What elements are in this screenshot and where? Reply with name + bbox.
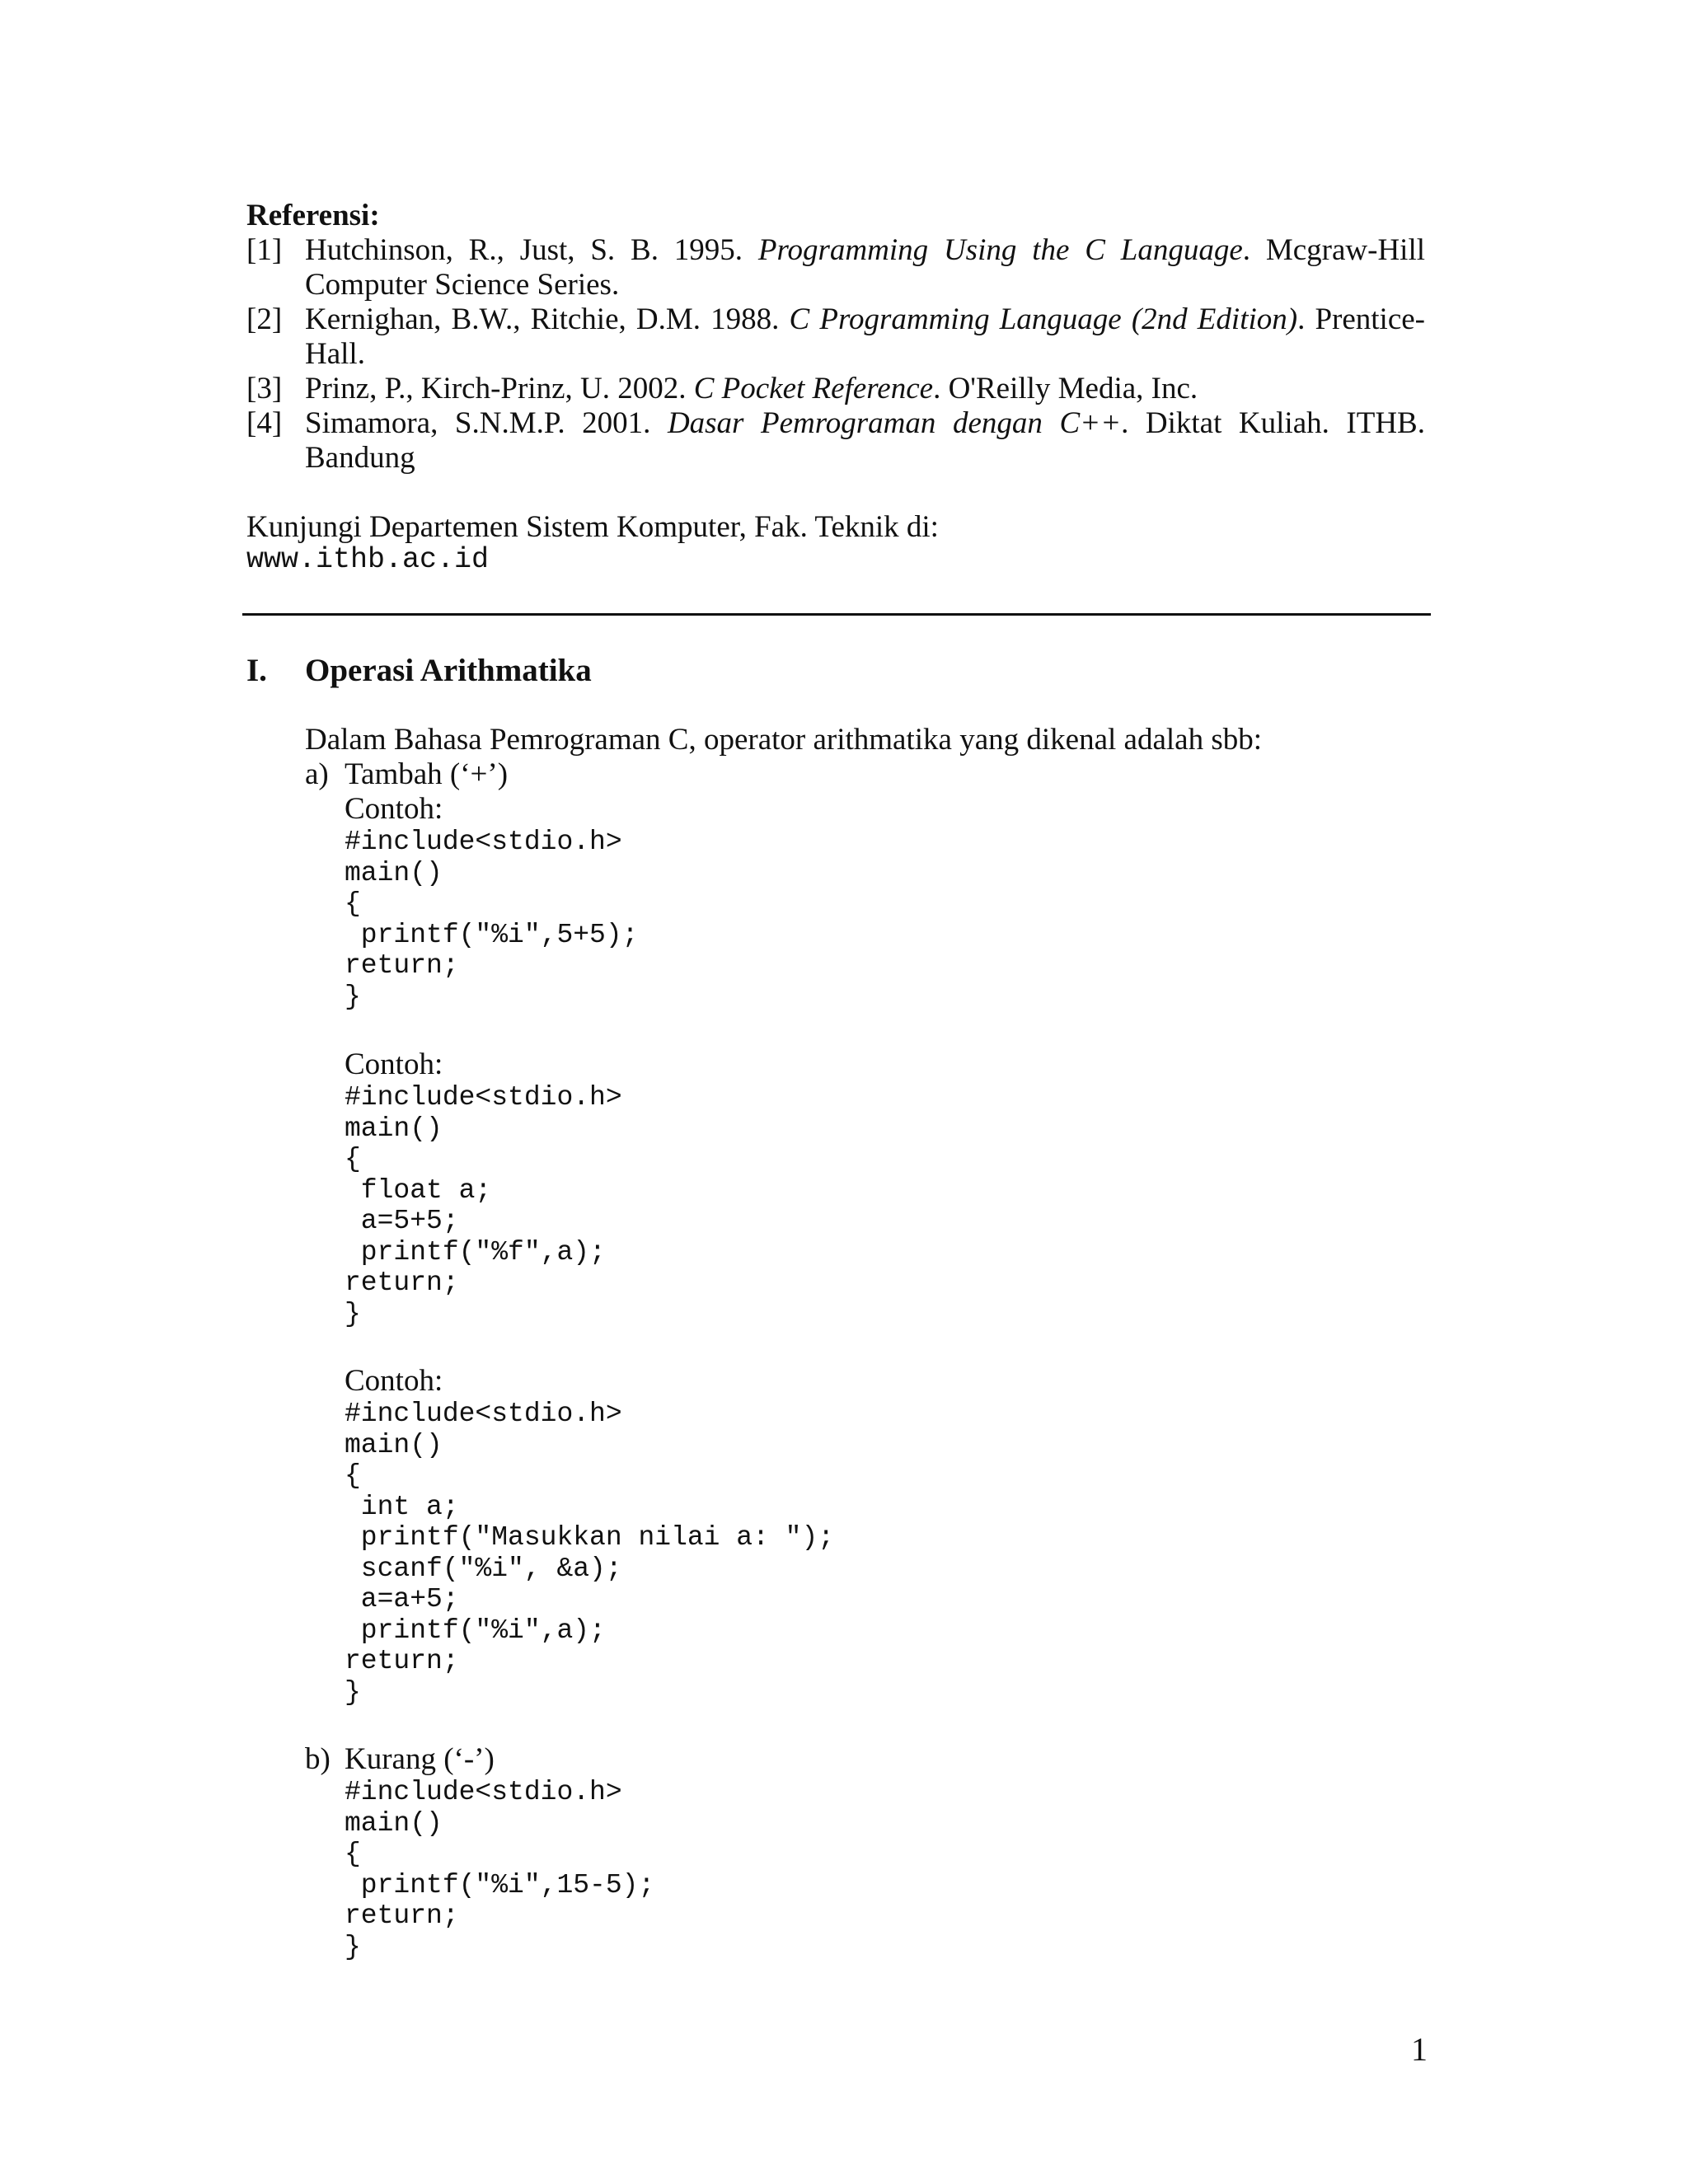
reference-text: Hutchinson, R., Just, S. B. 1995. Programming Using the C Language. Mcgraw-Hill Computer Science Series.	[305, 233, 1425, 302]
page-number: 1	[1411, 2031, 1428, 2068]
code-block: #include<stdio.h> main() { float a; a=5+5; printf("%f",a); return; }	[345, 1082, 622, 1329]
list-marker-b: b)	[305, 1742, 331, 1776]
section-title: Operasi Arithmatika	[305, 653, 592, 688]
reference-number: [4]	[246, 406, 283, 440]
example-label: Contoh:	[345, 1047, 443, 1081]
reference-title: Dasar Pemrograman dengan C++	[667, 406, 1122, 440]
reference-item	[246, 372, 1425, 406]
reference-title: Programming Using the C Language	[757, 233, 1243, 267]
code-block: #include<stdio.h> main() { int a; printf("Masukkan nilai a: "); scanf("%i", &a); a=a+5; printf("%i",a); return; }	[345, 1399, 835, 1708]
reference-text: Kernighan, B.W., Ritchie, D.M. 1988. C Programming Language (2nd Edition). Prentice-Hall.	[305, 302, 1426, 371]
reference-item	[246, 406, 1425, 476]
section-number: I.	[246, 653, 267, 688]
reference-text: Simamora, S.N.M.P. 2001. Dasar Pemrograman dengan C++. Diktat Kuliah. ITHB. Bandung	[305, 406, 1425, 475]
reference-number: [2]	[246, 302, 283, 336]
references-heading: Referensi:	[246, 199, 380, 232]
reference-number: [3]	[246, 372, 283, 405]
section-intro: Dalam Bahasa Pemrograman C, operator arithmatika yang dikenal adalah sbb:	[305, 723, 1263, 757]
horizontal-divider	[242, 613, 1431, 616]
list-item-tambah: Tambah (‘+’)	[345, 757, 509, 791]
reference-item	[246, 233, 1425, 302]
list-marker-a: a)	[305, 757, 329, 791]
reference-title: C Pocket Reference	[693, 372, 934, 405]
reference-item	[246, 302, 1425, 372]
code-block: #include<stdio.h> main() { printf("%i",15-5); return; }	[345, 1777, 655, 1962]
visit-text: Kunjungi Departemen Sistem Komputer, Fak. Teknik di:	[246, 510, 939, 544]
reference-title: C Programming Language (2nd Edition)	[789, 302, 1298, 336]
example-label: Contoh:	[345, 1364, 443, 1398]
reference-number: [1]	[246, 233, 283, 267]
reference-text: Prinz, P., Kirch-Prinz, U. 2002. C Pocket Reference. O'Reilly Media, Inc.	[305, 372, 1198, 405]
list-item-kurang: Kurang (‘-’)	[345, 1742, 495, 1776]
code-block: #include<stdio.h> main() { printf("%i",5+5); return; }	[345, 827, 639, 1012]
website-url: www.ithb.ac.id	[246, 543, 490, 576]
example-label: Contoh:	[345, 792, 443, 826]
